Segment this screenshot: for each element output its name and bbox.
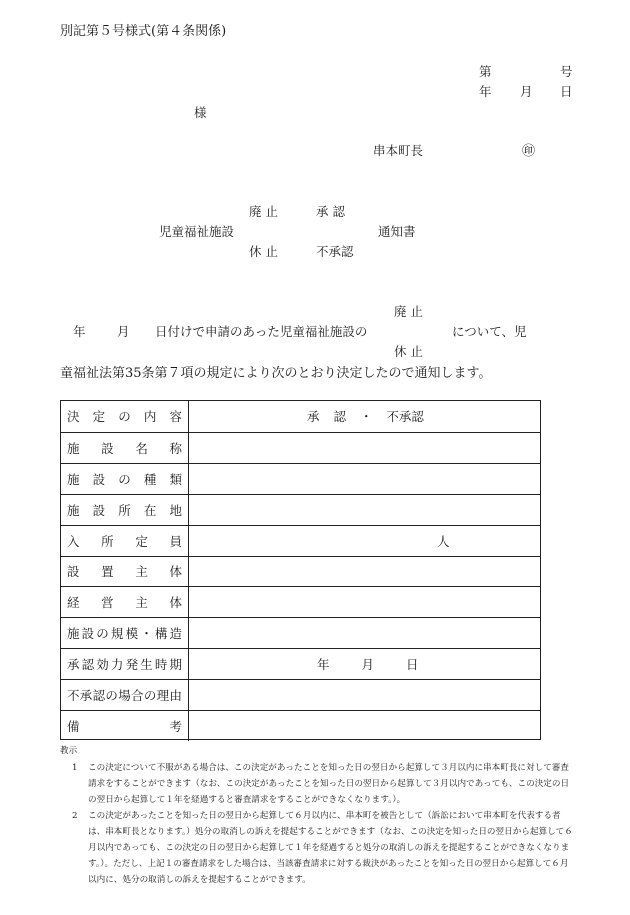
title-shonin: 承 認: [316, 204, 345, 219]
table-row: [61, 648, 540, 679]
table-row: [61, 586, 540, 617]
body-kyushi: 休 止: [394, 344, 423, 359]
notes-heading: 教示: [60, 746, 78, 756]
date-day: 日: [560, 84, 573, 99]
note-2-number: 2: [72, 811, 78, 821]
table-row: [61, 556, 540, 587]
table-row-label-cell: [61, 711, 189, 741]
seal-icon: ㊞: [522, 144, 536, 159]
title-haishi: 廃 止: [249, 204, 278, 219]
table-row-label: 施 設 所 在 地: [67, 502, 182, 518]
table-row-label: 施 設 の 種 類: [67, 471, 182, 487]
table-row-label-cell: [61, 433, 189, 463]
table-row-value-cell: [189, 680, 540, 710]
table-row-label-cell: [61, 557, 189, 587]
table-row-label: 経 営 主 体: [67, 595, 182, 611]
note-1-number: 1: [72, 763, 78, 773]
note-2-text: この決定があったことを知った日の翌日から起算して６月以内に、串本町を被告として（訴訟において串本町を代表する者は、串本町長となります。）処分の取消しの訴えを提起することができます（なお、この決定を知った日の翌日から起算して６月以内であっても、この決定の日の翌日から起算して１年を経過すると処分の取消しの訴えを提起することができなくなります。）。ただし、上記１の審査請求をした場合は、当該審査請求に対する裁決があったことを知った日の翌日から起算して６月以内に、処分の取消しの訴えを提起することができます。: [88, 811, 573, 885]
table-row: [61, 679, 540, 710]
table-row-value-cell: [189, 587, 540, 617]
body-line2: 童福祉法第35条第７項の規定により次のとおり決定したので通知します。: [60, 366, 492, 381]
table-row-label-cell: [61, 401, 189, 432]
table-row-label: 設 置 主 体: [67, 564, 182, 580]
date-month: 月: [520, 84, 533, 99]
table-row-label: 承認効力発生時期: [67, 657, 182, 673]
table-row-value-cell: [189, 526, 540, 556]
addressee-sama: 様: [194, 105, 207, 120]
table-row-label-cell: [61, 495, 189, 525]
decision-table: [60, 400, 541, 740]
form-title: 別記第５号様式(第４条関係): [60, 24, 227, 39]
date-year: 年: [479, 84, 492, 99]
table-row-label: 決 定 の 内 容: [67, 409, 182, 425]
table-row-label-cell: [61, 680, 189, 710]
table-row-value-cell: [189, 618, 540, 648]
table-row-value-cell: [189, 401, 540, 432]
table-row-value-cell: [189, 433, 540, 463]
note-1-text: この決定について不服がある場合は、この決定があったことを知った日の翌日から起算して３月以内に串本町長に対して審査請求をすることができます（なお、この決定があったことを知った日の翌日から起算して３月以内であっても、この決定の日の翌日から起算して１年を経過すると審査請求をすることができなくなります。）。: [88, 763, 570, 805]
issuer-name: 串本町長: [373, 143, 424, 158]
body-line1-text: 日付けで申請のあった児童福祉施設の: [155, 324, 368, 339]
table-row-value-cell: [189, 464, 540, 494]
table-row-value-cell: [189, 711, 540, 741]
document-number-gou: 号: [560, 64, 573, 79]
table-row-label-cell: [61, 587, 189, 617]
document-number-dai: 第: [479, 64, 492, 79]
body-line1-end: について、児: [452, 324, 527, 339]
table-row: [61, 401, 540, 432]
table-row-label-cell: [61, 618, 189, 648]
table-row-value-cell: [189, 495, 540, 525]
table-row: [61, 432, 540, 463]
table-row-value: 承 認 ・ 不承認: [307, 409, 424, 425]
title-tsuchisho: 通知書: [378, 224, 416, 239]
title-facility: 児童福祉施設: [159, 224, 235, 239]
table-row: [61, 617, 540, 648]
table-row-value: 年 月 日: [317, 657, 419, 673]
table-row-value-cell: [189, 649, 540, 679]
table-row-label: 不承認の場合の理由: [67, 688, 182, 704]
title-kyushi: 休 止: [249, 244, 278, 259]
table-row: [61, 463, 540, 494]
table-row-label: 施 設 名 称: [67, 440, 182, 456]
table-row: [61, 710, 540, 741]
table-row-label: 施設の規模・構造: [67, 626, 182, 642]
title-fushonin: 不承認: [316, 244, 354, 259]
table-row-label: 入 所 定 員: [67, 533, 182, 549]
table-row-value: 人: [437, 533, 450, 549]
body-year: 年: [73, 324, 86, 339]
table-row-label-cell: [61, 464, 189, 494]
table-row-label-cell: [61, 526, 189, 556]
table-row-value-cell: [189, 557, 540, 587]
table-row-label: 備 考: [67, 719, 182, 735]
body-haishi: 廃 止: [394, 304, 423, 319]
body-month: 月: [117, 324, 130, 339]
table-row-label-cell: [61, 649, 189, 679]
table-row: [61, 494, 540, 525]
table-row: [61, 525, 540, 556]
